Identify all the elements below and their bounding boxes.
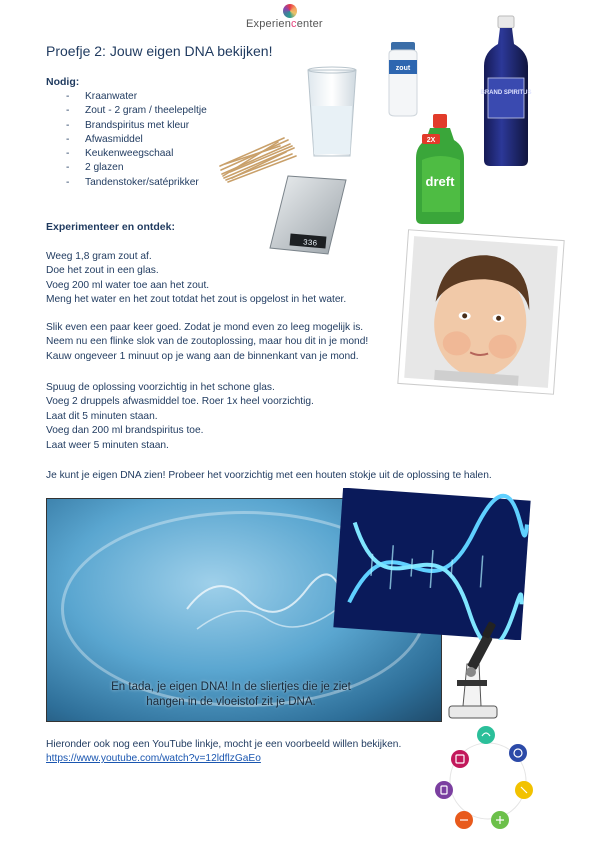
experiencenter-logo (246, 4, 336, 32)
step-line: Laat dit 5 minuten staan. (46, 410, 158, 422)
list-item: - Keukenweegschaal (66, 147, 207, 161)
step-line: Meng het water en het zout totdat het zout is opgelost in het water. (46, 294, 347, 306)
microscope-image (441, 620, 505, 722)
step-line: Laat weer 5 minuten staan. (46, 439, 169, 451)
step-line: Kauw ongeveer 1 minuut op je wang aan de binnenkant van je mond. (46, 350, 359, 362)
dna-helix-image (332, 488, 532, 640)
spirit-label: BRAND SPIRITUS (480, 90, 532, 96)
experiment-heading: Experimenteer en ontdek: (46, 221, 175, 233)
boy-chewing-photo (395, 227, 567, 397)
list-item: - Brandspiritus met kleur (66, 119, 207, 133)
list-item: - 2 glazen (66, 161, 207, 175)
glass-image (304, 66, 360, 162)
circle-icon-teal (477, 726, 495, 744)
steps-paragraph-3 (46, 381, 314, 453)
result-text: Je kunt je eigen DNA zien! Probeer het voorzichtig met een houten stokje uit de oplossing te halen. (46, 470, 492, 481)
steps-paragraph-2 (46, 321, 368, 364)
steps-paragraph-1 (46, 250, 346, 308)
circle-icon-pink (451, 750, 469, 768)
list-item: - Afwasmiddel (66, 133, 207, 147)
photo-caption: En tada, je eigen DNA! In de sliertjes die je ziet hangen in de vloeistof zit je DNA. (111, 681, 351, 708)
list-item: - Zout - 2 gram / theelepeltje (66, 104, 207, 118)
step-line: Voeg 2 druppels afwasmiddel toe. Roer 1x heel voorzichtig. (46, 396, 314, 408)
step-line: Spuug de oplossing voorzichtig in het schone glas. (46, 382, 275, 393)
salt-label: zout (395, 65, 411, 72)
dreft-bottle-image (412, 112, 468, 226)
step-line: Slik even een paar keer goed. Zodat je mond even zo leeg mogelijk is. (46, 322, 364, 333)
spirit-bottle-image (480, 14, 532, 168)
list-item: - Kraanwater (66, 90, 207, 104)
logo-text: Experiencenter (246, 18, 323, 30)
step-line: Doe het zout in een glas. (46, 265, 159, 277)
scale-display: 336 (302, 238, 318, 249)
youtube-link[interactable]: https://www.youtube.com/watch?v=12ldflzGaEo (46, 753, 261, 764)
kitchen-scale-image (266, 172, 350, 258)
step-line: Weeg 1,8 gram zout af. (46, 251, 152, 262)
circle-icon-purple (435, 781, 453, 799)
dreft-badge: 2X (426, 137, 436, 144)
step-line: Voeg 200 ml water toe aan het zout. (46, 279, 210, 291)
circle-icon-blue (509, 744, 527, 762)
list-item: - Tandenstoker/satéprikker (66, 176, 207, 190)
dna-strands-graphic (177, 559, 357, 649)
salt-container-image (385, 40, 421, 118)
footer-text: Hieronder ook nog een YouTube linkje, mocht je een voorbeeld willen bekijken. (46, 739, 402, 750)
dreft-label: dreft (425, 174, 455, 189)
step-line: Neem nu een flinke slok van de zoutoplossing, maar hou dit in je mond! (46, 336, 369, 348)
skills-icon-ring (432, 724, 544, 838)
page-title: Proefje 2: Jouw eigen DNA bekijken! (46, 43, 273, 59)
needs-heading: Nodig: (46, 76, 80, 88)
step-line: Voeg dan 200 ml brandspiritus toe. (46, 425, 204, 437)
needs-list (66, 90, 207, 190)
logo-ring-icon (283, 4, 297, 18)
